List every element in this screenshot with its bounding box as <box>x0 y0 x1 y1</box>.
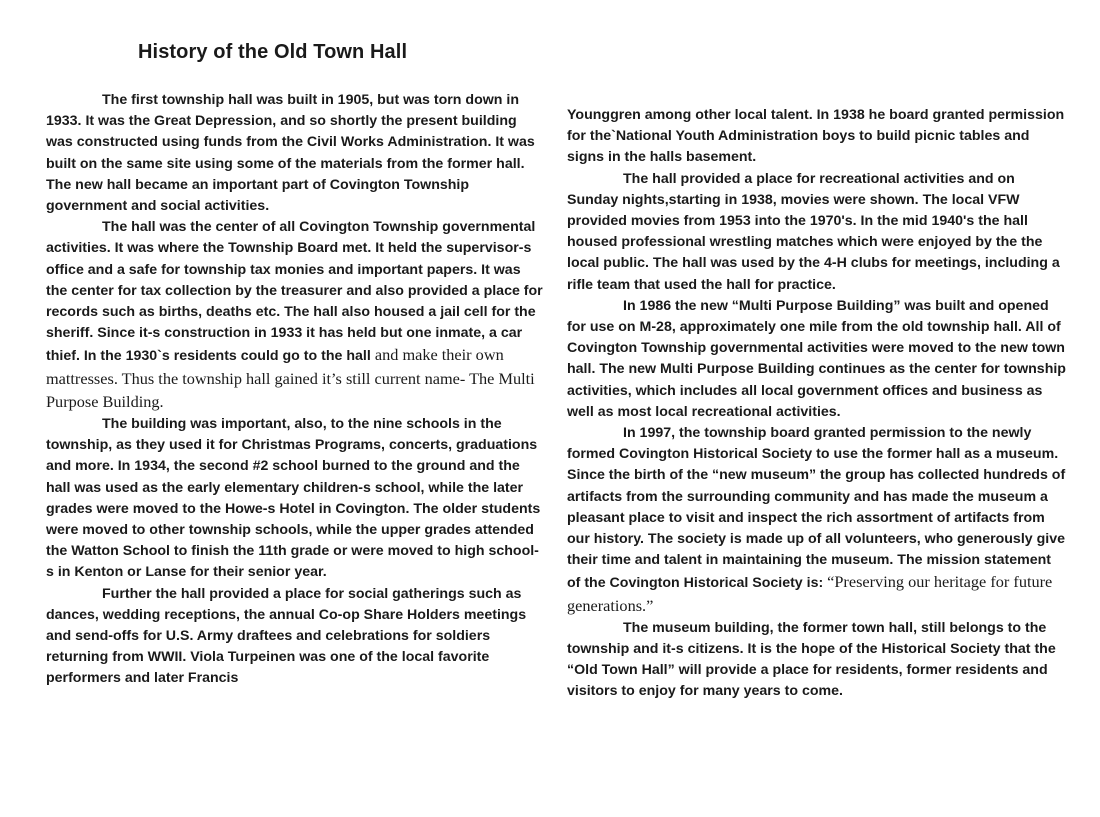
paragraph-first-hall: The first township hall was built in 1905, but was torn down in 1933. It was the Great Depression, and so shortly the present building was constructed using funds from the Civil Works Administration. It was built on the same site using some of the materials from the former hall. The new hall became an important part of Covington Township government and social activities. <box>46 92 535 215</box>
paragraph-recreation: The hall provided a place for recreational activities and on Sunday nights,starting in 1938, movies were shown. The local VFW provided movies from 1953 into the 1970's. In the mid 1940's the hall housed professional wrestling matches which were enjoyed by the the local public. The hall was used by the 4-H clubs for meetings, including a rifle team that used the hall for practice. <box>567 170 1060 293</box>
paragraph-government-center <box>46 217 544 414</box>
paragraph-multi-purpose-building: In 1986 the new “Multi Purpose Building” was built and opened for use on M-28, approximately one mile from the old township hall. All of Covington Township governmental activities were moved to the new town hall. The new Multi Purpose Building continues as the center for township activities, which includes all local government offices and business as well as most local recreational activities. <box>567 297 1066 420</box>
right-column <box>567 105 1067 703</box>
paragraph-schools: The building was important, also, to the nine schools in the township, as they used it for Christmas Programs, concerts, graduations and more. In 1934, the second #2 school burned to the ground and the hall was used as the early elementary children-s school, while the later grades were moved to the Howe-s Hotel in Covington. The older students were moved to other township schools, while the upper grades attended the Watton School to finish the 11th grade or were moved to high school-s in Kenton or Lanse for their senior year. <box>46 416 541 581</box>
paragraph-social-gatherings: Further the hall provided a place for social gatherings such as dances, wedding receptions, the annual Co-op Share Holders meetings and send-offs for U.S. Army draftees and celebrations for soldiers returning from WWII. Viola Turpeinen was one of the local favorite performers and later Francis <box>46 585 527 687</box>
page-title: History of the Old Town Hall <box>138 41 408 63</box>
paragraph-closing: The museum building, the former town hall, still belongs to the township and it-s citizens. It is the hope of the Historical Society that the “Old Town Hall” will provide a place for residents, former residents and visitors to enjoy for many years to come. <box>567 619 1056 700</box>
paragraph-text: In 1997, the township board granted permission to the newly formed Covington Historical Society to use the former hall as a museum. Since the birth of the “new museum” the group has collected hundreds of artifacts from the surrounding community and has made the museum a pleasant place to visit and inspect the rich assortment of artifacts from our history. The society is made up of all volunteers, who generously give their time and talent in maintaining the museum. The mission statement of the Covington Historical Society is: <box>567 425 1066 592</box>
paragraph-text: The hall was the center of all Covington Township governmental activities. It was where the Township Board met. It held the supervisor-s office and a safe for township tax monies and important papers. It was the center for tax collection by the treasurer and also provided a place for records such as births, deaths etc. The hall also housed a jail cell for the sheriff. Since it-s construction in 1933 it has held but one inmate, a car thief. In the 1930`s residents could go to the hall <box>46 219 543 365</box>
paragraph-museum <box>567 423 1067 618</box>
mission-statement-quote: “Preserving our heritage for future generations.” <box>567 572 1053 615</box>
paragraph-continuation: Younggren among other local talent. In 1938 he board granted permission for the`National Youth Administration boys to build picnic tables and signs in the halls basement. <box>567 107 1065 166</box>
paragraph-serif-text: and make their own mattresses. Thus the township hall gained it’s still current name- The Multi Purpose Building. <box>46 345 535 411</box>
left-column <box>46 90 544 690</box>
